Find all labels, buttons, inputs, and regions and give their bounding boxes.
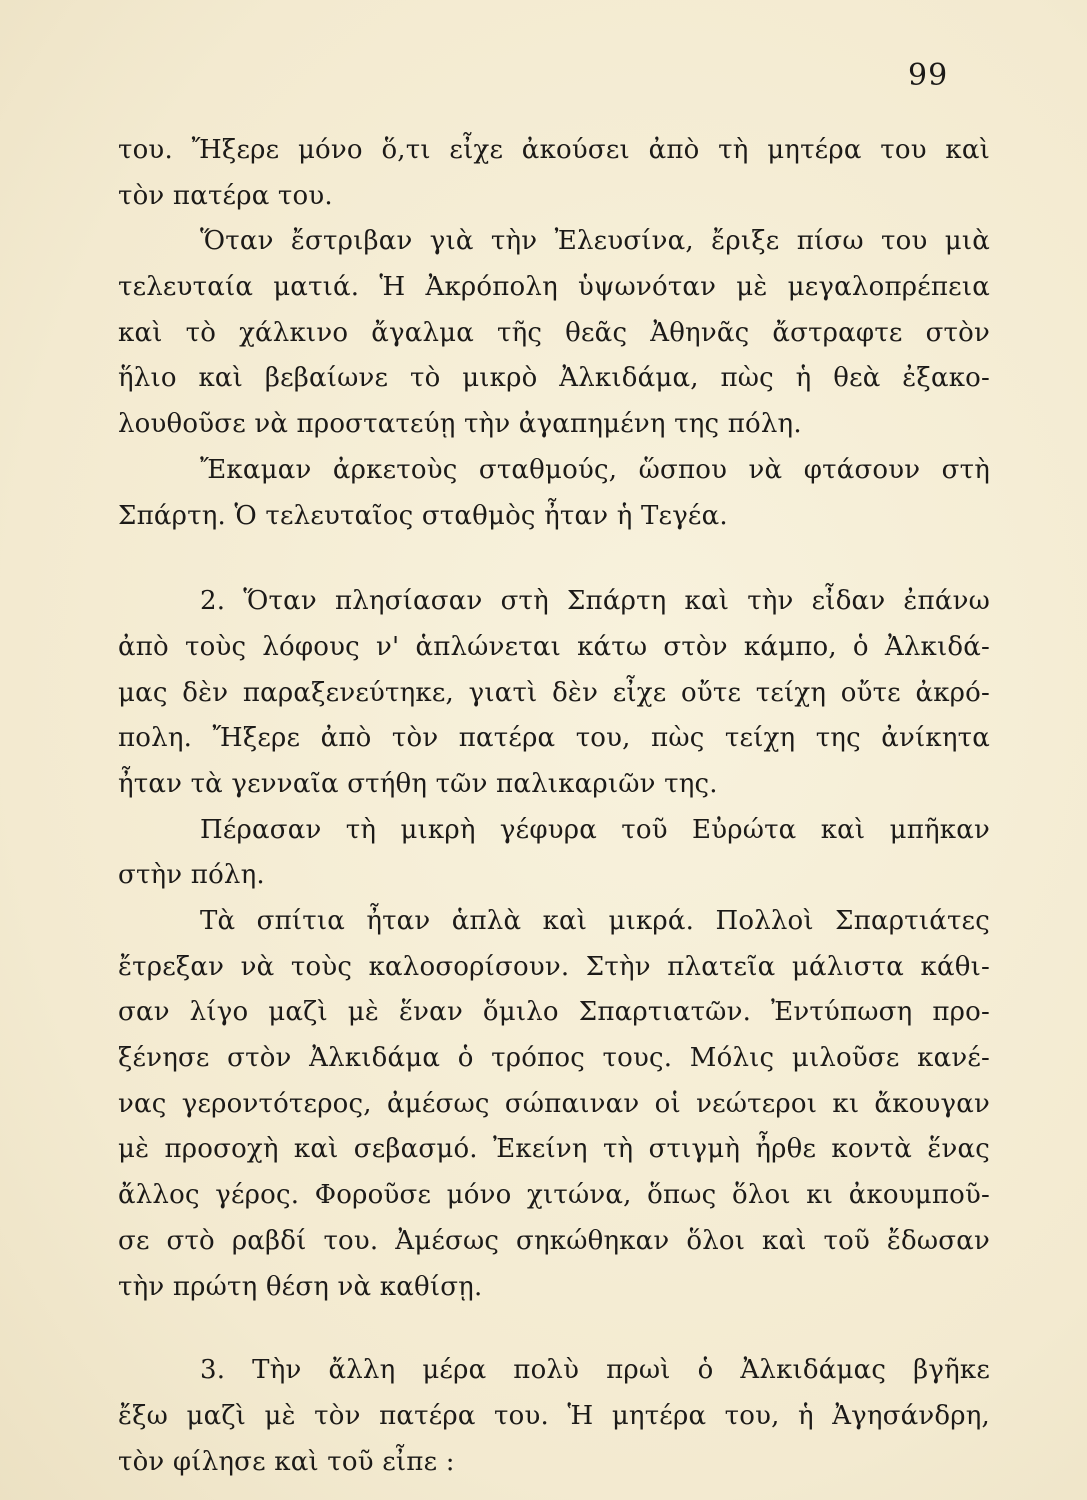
- text-line: σε στὸ ραβδί του. Ἀμέσως σηκώθηκαν ὅλοι καὶ τοῦ ἔδωσαν: [118, 1225, 990, 1256]
- section-gap: [118, 1310, 990, 1348]
- text-line: νας γεροντότερος, ἀμέσως σώπαιναν οἱ νεώτεροι κι ἄκουγαν: [118, 1088, 990, 1119]
- paragraph-p4: [118, 579, 990, 807]
- text-line: Τὰ σπίτια ἦταν ἁπλὰ καὶ μικρά. Πολλοὶ Σπαρτιάτες: [200, 906, 990, 936]
- text-line: τὴν πρώτη θέση νὰ καθίσῃ.: [118, 1271, 483, 1302]
- text-line: λουθοῦσε νὰ προστατεύῃ τὴν ἀγαπημένη της πόλη.: [118, 409, 802, 440]
- text-line: ἥλιο καὶ βεβαίωνε τὸ μικρὸ Ἀλκιδάμα, πὼς ἡ θεὰ ἐξακο-: [118, 363, 990, 394]
- page-number: 99: [908, 58, 949, 93]
- text-line: Πέρασαν τὴ μικρὴ γέφυρα τοῦ Εὐρώτα καὶ μπῆκαν: [200, 814, 990, 845]
- text-line: ἔτρεξαν νὰ τοὺς καλοσορίσουν. Στὴν πλατεῖα μάλιστα κάθι-: [118, 951, 990, 982]
- paragraph-p7: [118, 1348, 990, 1485]
- text-line: τὸν φίλησε καὶ τοῦ εἶπε :: [118, 1446, 455, 1477]
- paragraph-p5: [118, 808, 990, 899]
- section-gap: [118, 539, 990, 579]
- text-line: ἄλλος γέρος. Φοροῦσε μόνο χιτώνα, ὅπως ὅλοι κι ἀκουμποῦ-: [118, 1180, 990, 1211]
- text-line: Ὅταν ἔστριβαν γιὰ τὴν Ἐλευσίνα, ἔριξε πίσω του μιὰ: [200, 226, 990, 257]
- text-line: του. Ἤξερε μόνο ὅ,τι εἶχε ἀκούσει ἀπὸ τὴ μητέρα του καὶ: [118, 135, 990, 165]
- text-line: καὶ τὸ χάλκινο ἄγαλμα τῆς θεᾶς Ἀθηνᾶς ἄστραφτε στὸν: [118, 317, 990, 348]
- text-line: μὲ προσοχὴ καὶ σεβασμό. Ἐκείνη τὴ στιγμὴ ἦρθε κοντὰ ἕνας: [118, 1134, 990, 1165]
- text-line: τὸν πατέρα του.: [118, 180, 333, 211]
- text-line: στὴν πόλη.: [118, 860, 265, 891]
- text-line: ἦταν τὰ γενναῖα στήθη τῶν παλικαριῶν της.: [118, 768, 718, 799]
- text-line: μας δὲν παραξενεύτηκε, γιατὶ δὲν εἶχε οὔτε τείχη οὔτε ἀκρό-: [118, 677, 990, 708]
- text-line: ξένησε στὸν Ἀλκιδάμα ὁ τρόπος τους. Μόλις μιλοῦσε κανέ-: [118, 1043, 990, 1074]
- paragraph-p6: [118, 899, 990, 1310]
- text-line: σαν λίγο μαζὶ μὲ ἕναν ὅμιλο Σπαρτιατῶν. Ἐντύπωση προ-: [118, 997, 990, 1028]
- paragraph-p1: [118, 128, 990, 219]
- text-line: πολη. Ἤξερε ἀπὸ τὸν πατέρα του, πὼς τείχη της ἀνίκητα: [118, 723, 990, 754]
- text-line: τελευταία ματιά. Ἡ Ἀκρόπολη ὑψωνόταν μὲ μεγαλοπρέπεια: [118, 272, 990, 303]
- text-line: ἔξω μαζὶ μὲ τὸν πατέρα του. Ἡ μητέρα του, ἡ Ἀγησάνδρη,: [118, 1400, 990, 1431]
- text-line: 2. Ὅταν πλησίασαν στὴ Σπάρτη καὶ τὴν εἶδαν ἐπάνω: [200, 586, 990, 617]
- paragraph-p2: [118, 219, 990, 447]
- text-line: 3. Τὴν ἄλλη μέρα πολὺ πρωὶ ὁ Ἀλκιδάμας βγῆκε: [200, 1355, 990, 1386]
- paragraph-p3: [118, 448, 990, 539]
- body-text: [118, 128, 990, 1485]
- text-line: Σπάρτη. Ὁ τελευταῖος σταθμὸς ἦταν ἡ Τεγέα.: [118, 500, 728, 531]
- text-line: Ἔκαμαν ἀρκετοὺς σταθμούς, ὥσπου νὰ φτάσουν στὴ: [200, 454, 990, 485]
- text-line: ἀπὸ τοὺς λόφους ν' ἁπλώνεται κάτω στὸν κάμπο, ὁ Ἀλκιδά-: [118, 631, 990, 662]
